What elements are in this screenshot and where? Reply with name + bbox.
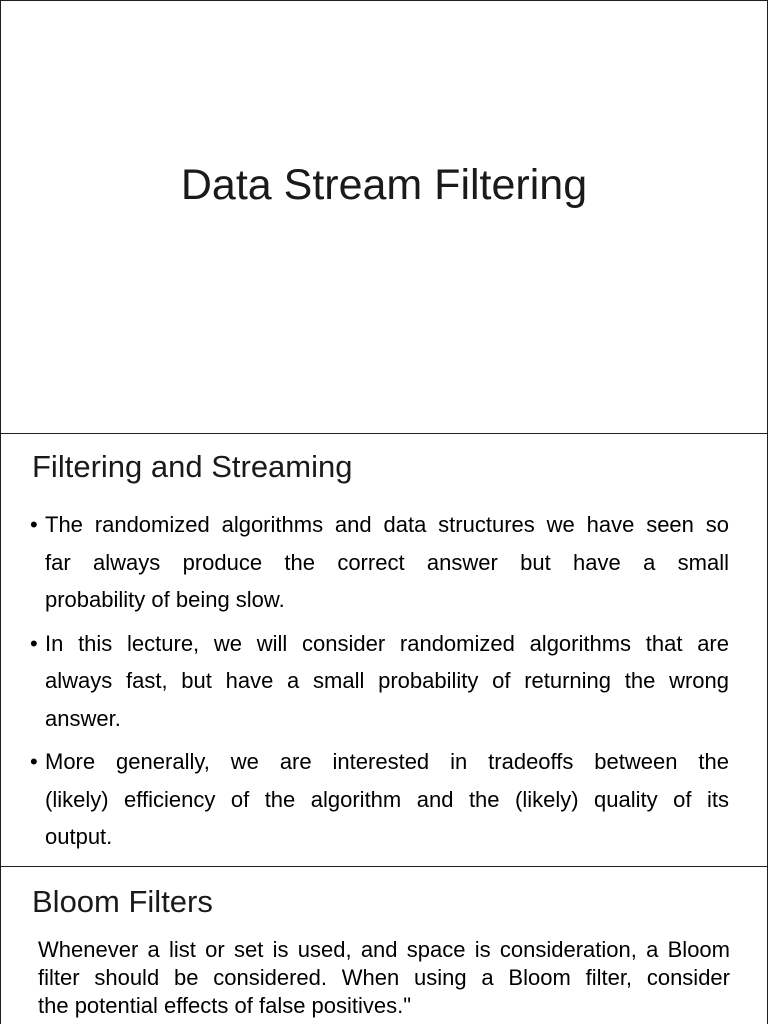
- bullet-item: [30, 506, 729, 619]
- bullet-text-line: output.: [45, 824, 113, 849]
- body-text-line: the potential effects of false positives.": [38, 993, 412, 1018]
- slide-body-text: [38, 936, 730, 1020]
- bullet-list: [1, 506, 767, 856]
- slide-heading: Filtering and Streaming: [32, 449, 353, 484]
- body-text-line: filter should be considered. When using a Bloom filter, consider: [38, 965, 730, 990]
- bullet-marker: •: [30, 512, 38, 537]
- bullet-text-line: The randomized algorithms and data structures we have seen so: [45, 512, 729, 537]
- bullet-text-line: probability of being slow.: [45, 587, 285, 612]
- bullet-text-line: More generally, we are interested in tradeoffs between the: [45, 749, 729, 774]
- filtering-and-streaming-slide: [0, 433, 768, 867]
- bullet-text-line: far always produce the correct answer but have a small: [45, 549, 729, 575]
- bullet-marker: •: [30, 630, 38, 656]
- body-text-line: Whenever a list or set is used, and space is consideration, a Bloom: [38, 937, 730, 962]
- bullet-text-line: In this lecture, we will consider randomized algorithms that are: [45, 630, 729, 656]
- bullet-marker: •: [30, 749, 38, 774]
- slide-title: Data Stream Filtering: [180, 161, 588, 209]
- bullet-item: [30, 743, 729, 856]
- bullet-text-line: (likely) efficiency of the algorithm and the (likely) quality of its: [45, 786, 729, 812]
- bullet-item: [30, 625, 729, 738]
- title-slide: [0, 0, 768, 434]
- bloom-filters-slide: [0, 866, 768, 1024]
- slide-heading: Bloom Filters: [32, 884, 213, 919]
- bullet-text-line: answer.: [45, 705, 121, 731]
- bullet-text-line: always fast, but have a small probability of returning the wrong: [45, 668, 729, 693]
